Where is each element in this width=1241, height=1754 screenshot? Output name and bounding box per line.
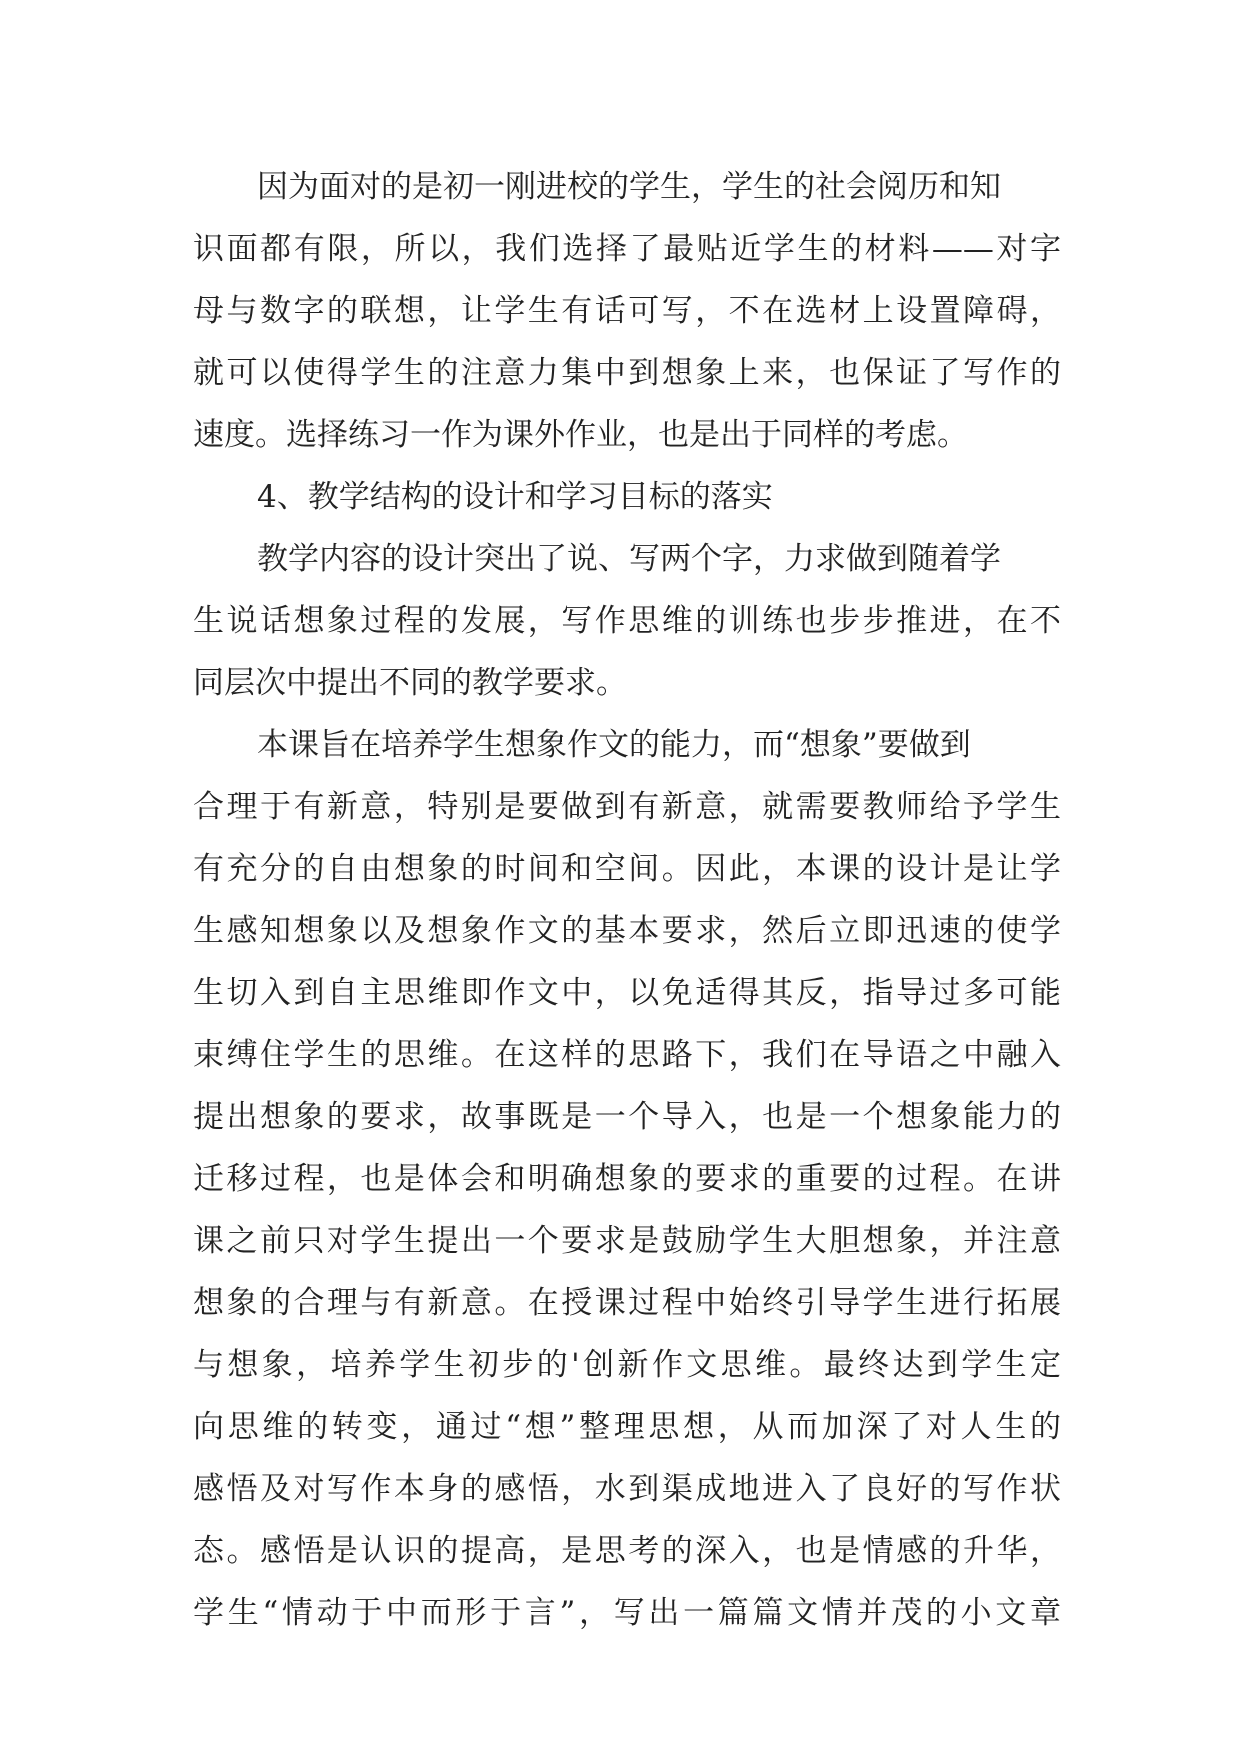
paragraph-line: 就可以使得学生的注意力集中到想象上来，也保证了写作的	[193, 355, 1061, 391]
paragraph-line: 本课旨在培养学生想象作文的能力，而“想象”要做到	[257, 727, 971, 763]
paragraph-line: 与想象，培养学生初步的'创新作文思维。最终达到学生定	[193, 1347, 1061, 1383]
paragraph-line: 学生“情动于中而形于言”，写出一篇篇文情并茂的小文章	[193, 1595, 1061, 1631]
paragraph-line: 生感知想象以及想象作文的基本要求，然后立即迅速的使学	[193, 913, 1061, 949]
paragraph-line: 有充分的自由想象的时间和空间。因此，本课的设计是让学	[193, 851, 1061, 887]
paragraph-line: 想象的合理与有新意。在授课过程中始终引导学生进行拓展	[193, 1285, 1061, 1321]
paragraph-line: 迁移过程，也是体会和明确想象的要求的重要的过程。在讲	[193, 1161, 1061, 1197]
paragraph-line: 速度。选择练习一作为课外作业，也是出于同样的考虑。	[193, 417, 968, 453]
section-heading: 4、教学结构的设计和学习目标的落实	[257, 479, 773, 515]
paragraph-line: 束缚住学生的思维。在这样的思路下，我们在导语之中融入	[193, 1037, 1061, 1073]
paragraph-line: 合理于有新意，特别是要做到有新意，就需要教师给予学生	[193, 789, 1061, 825]
paragraph-line: 生说话想象过程的发展，写作思维的训练也步步推进，在不	[193, 603, 1061, 639]
paragraph-line: 课之前只对学生提出一个要求是鼓励学生大胆想象，并注意	[193, 1223, 1061, 1259]
paragraph-line: 识面都有限，所以，我们选择了最贴近学生的材料——对字	[193, 231, 1061, 267]
paragraph-line: 感悟及对写作本身的感悟，水到渠成地进入了良好的写作状	[193, 1471, 1061, 1507]
paragraph-line: 向思维的转变，通过“想”整理思想，从而加深了对人生的	[193, 1409, 1061, 1445]
document-body	[193, 156, 1061, 1644]
paragraph-line: 同层次中提出不同的教学要求。	[193, 665, 627, 701]
paragraph-line: 态。感悟是认识的提高，是思考的深入，也是情感的升华，	[193, 1533, 1061, 1569]
paragraph-line: 生切入到自主思维即作文中，以免适得其反，指导过多可能	[193, 975, 1061, 1011]
paragraph-line: 母与数字的联想，让学生有话可写，不在选材上设置障碍，	[193, 293, 1061, 329]
paragraph-line: 教学内容的设计突出了说、写两个字，力求做到随着学	[257, 541, 1001, 577]
paragraph-line: 提出想象的要求，故事既是一个导入，也是一个想象能力的	[193, 1099, 1061, 1135]
paragraph-line: 因为面对的是初一刚进校的学生，学生的社会阅历和知	[257, 169, 1001, 205]
